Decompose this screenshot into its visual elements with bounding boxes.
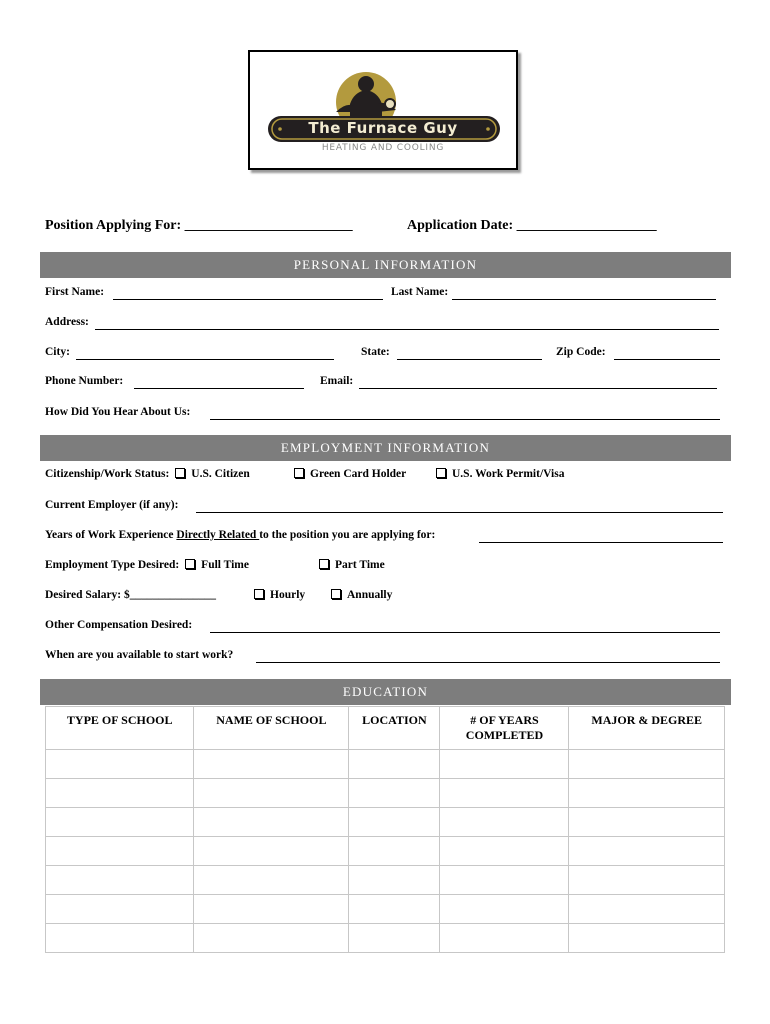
zip-label: Zip Code:: [556, 346, 606, 358]
first-name-input-line[interactable]: [113, 299, 383, 300]
checkbox-green-card[interactable]: [294, 468, 304, 478]
logo-brand-text: The Furnace Guy: [308, 119, 458, 137]
table-row: [46, 808, 725, 837]
education-cell[interactable]: [569, 808, 725, 837]
current-employer-label: Current Employer (if any):: [45, 499, 179, 511]
checkbox-part-time[interactable]: [319, 559, 329, 569]
col-name-of-school: NAME OF SCHOOL: [194, 707, 349, 750]
education-cell[interactable]: [46, 750, 194, 779]
city-input-line[interactable]: [76, 359, 334, 360]
desired-salary-field[interactable]: Desired Salary: $_______________: [45, 589, 217, 601]
education-cell[interactable]: [194, 808, 349, 837]
education-cell[interactable]: [440, 750, 569, 779]
full-time-label: Full Time: [201, 559, 249, 571]
table-row: [46, 837, 725, 866]
years-underlined: Directly Related: [176, 529, 260, 541]
education-cell[interactable]: [194, 837, 349, 866]
email-label: Email:: [320, 375, 354, 387]
col-major-degree: MAJOR & DEGREE: [569, 707, 725, 750]
education-cell[interactable]: [194, 750, 349, 779]
company-logo: [248, 50, 518, 170]
education-cell[interactable]: [194, 866, 349, 895]
table-row: [46, 866, 725, 895]
section-header-education: EDUCATION: [40, 679, 731, 705]
checkbox-annually[interactable]: [331, 589, 341, 599]
us-citizen-label: U.S. Citizen: [191, 468, 250, 480]
annually-label: Annually: [347, 589, 393, 601]
application-date-field[interactable]: Application Date: ____________________: [407, 218, 657, 233]
education-cell[interactable]: [569, 924, 725, 953]
work-permit-label: U.S. Work Permit/Visa: [452, 468, 565, 480]
checkbox-full-time[interactable]: [185, 559, 195, 569]
green-card-label: Green Card Holder: [310, 468, 407, 480]
last-name-input-line[interactable]: [452, 299, 716, 300]
citizenship-label: Citizenship/Work Status:: [45, 468, 170, 480]
years-experience-label: [45, 529, 435, 541]
education-cell[interactable]: [349, 895, 440, 924]
availability-input-line[interactable]: [256, 662, 720, 663]
address-label: Address:: [45, 316, 89, 328]
education-cell[interactable]: [349, 837, 440, 866]
education-cell[interactable]: [440, 895, 569, 924]
phone-label: Phone Number:: [45, 375, 124, 387]
education-cell[interactable]: [349, 866, 440, 895]
education-cell[interactable]: [194, 924, 349, 953]
education-cell[interactable]: [569, 837, 725, 866]
col-location: LOCATION: [349, 707, 440, 750]
education-cell[interactable]: [46, 924, 194, 953]
education-table: [45, 706, 725, 953]
availability-label: When are you available to start work?: [45, 649, 234, 661]
years-prefix: Years of Work Experience: [45, 529, 177, 541]
education-cell[interactable]: [349, 924, 440, 953]
city-label: City:: [45, 346, 70, 358]
table-row: [46, 895, 725, 924]
years-suffix: to the position you are applying for:: [259, 529, 436, 541]
table-row: [46, 750, 725, 779]
checkbox-us-citizen[interactable]: [175, 468, 185, 478]
hourly-label: Hourly: [270, 589, 306, 601]
checkbox-work-permit[interactable]: [436, 468, 446, 478]
part-time-option: [313, 559, 385, 571]
col-type-of-school: TYPE OF SCHOOL: [46, 707, 194, 750]
employment-type-label: Employment Type Desired:: [45, 559, 180, 571]
email-input-line[interactable]: [359, 388, 717, 389]
education-cell[interactable]: [349, 750, 440, 779]
current-employer-input-line[interactable]: [196, 512, 723, 513]
other-compensation-input-line[interactable]: [210, 632, 720, 633]
work-permit-option: [430, 468, 564, 480]
part-time-label: Part Time: [335, 559, 385, 571]
position-applying-field[interactable]: Position Applying For: ________________________: [45, 218, 353, 233]
checkbox-hourly[interactable]: [254, 589, 264, 599]
green-card-option: [288, 468, 406, 480]
education-cell[interactable]: [440, 779, 569, 808]
education-cell[interactable]: [46, 895, 194, 924]
hourly-option: [248, 589, 305, 601]
first-name-label: First Name:: [45, 286, 105, 298]
education-cell[interactable]: [46, 866, 194, 895]
education-cell[interactable]: [194, 779, 349, 808]
education-cell[interactable]: [569, 866, 725, 895]
education-cell[interactable]: [440, 808, 569, 837]
table-row: [46, 779, 725, 808]
other-compensation-label: Other Compensation Desired:: [45, 619, 193, 631]
education-cell[interactable]: [194, 895, 349, 924]
col-years-completed: # OF YEARS COMPLETED: [440, 707, 569, 750]
education-cell[interactable]: [569, 895, 725, 924]
annually-option: [325, 589, 392, 601]
citizenship-row: [45, 468, 250, 480]
education-header-row: [46, 707, 725, 750]
zip-input-line[interactable]: [614, 359, 720, 360]
years-experience-input-line[interactable]: [479, 542, 723, 543]
education-cell[interactable]: [440, 837, 569, 866]
section-header-personal: PERSONAL INFORMATION: [40, 252, 731, 278]
employment-type-row: [45, 559, 249, 571]
hear-about-label: How Did You Hear About Us:: [45, 406, 191, 418]
education-cell[interactable]: [569, 750, 725, 779]
last-name-label: Last Name:: [391, 286, 449, 298]
address-input-line[interactable]: [95, 329, 719, 330]
education-cell[interactable]: [440, 924, 569, 953]
education-cell[interactable]: [349, 808, 440, 837]
logo-tagline: HEATING AND COOLING: [321, 143, 445, 153]
state-input-line[interactable]: [397, 359, 542, 360]
education-cell[interactable]: [349, 779, 440, 808]
section-header-employment: EMPLOYMENT INFORMATION: [40, 435, 731, 461]
education-cell[interactable]: [46, 837, 194, 866]
education-cell[interactable]: [46, 779, 194, 808]
phone-input-line[interactable]: [134, 388, 304, 389]
education-cell[interactable]: [46, 808, 194, 837]
education-cell[interactable]: [569, 779, 725, 808]
table-row: [46, 924, 725, 953]
hear-about-input-line[interactable]: [210, 419, 720, 420]
education-cell[interactable]: [440, 866, 569, 895]
state-label: State:: [361, 346, 390, 358]
